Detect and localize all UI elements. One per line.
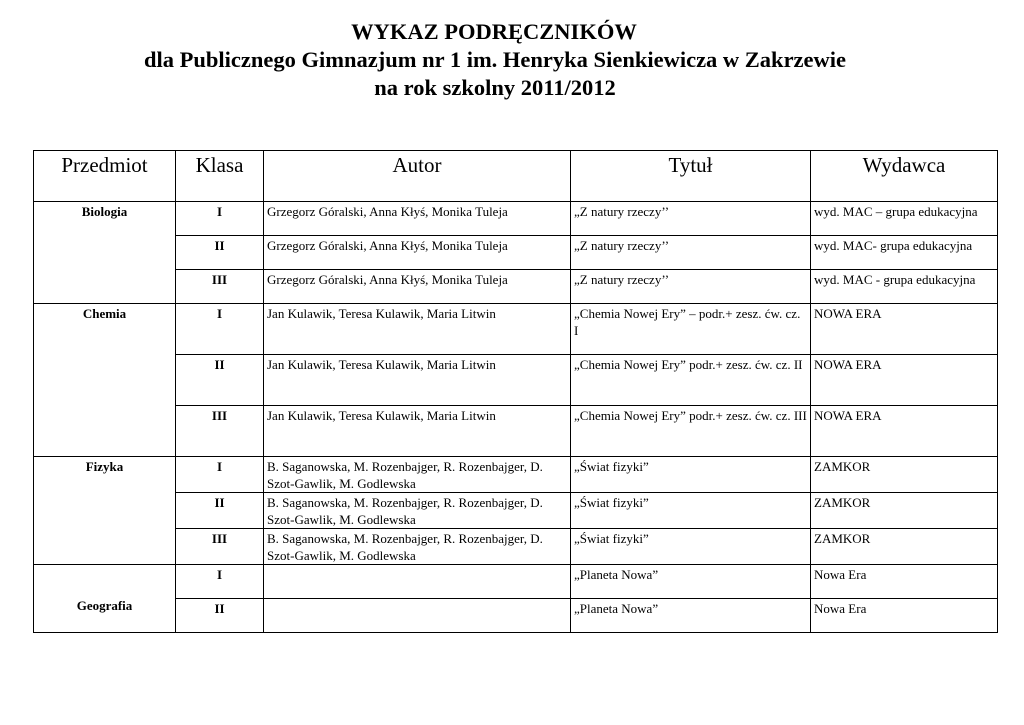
autor-cell — [264, 565, 571, 599]
klasa-cell: I — [176, 457, 264, 493]
klasa-cell: II — [176, 493, 264, 529]
textbook-table — [33, 150, 998, 633]
table-row — [34, 202, 998, 236]
school-year: na rok szkolny 2011/2012 — [374, 75, 616, 100]
document-header — [0, 18, 1024, 102]
column-header-wydawca: Wydawca — [811, 151, 998, 202]
autor-cell: Jan Kulawik, Teresa Kulawik, Maria Litwin — [264, 406, 571, 457]
tytul-cell: „Planeta Nowa” — [571, 565, 811, 599]
table-row — [34, 270, 998, 304]
table-header-row — [34, 151, 998, 202]
column-header-przedmiot: Przedmiot — [34, 151, 176, 202]
wydawca-cell: wyd. MAC- grupa edukacyjna — [811, 236, 998, 270]
table-row — [34, 236, 998, 270]
autor-cell: Grzegorz Góralski, Anna Kłyś, Monika Tuleja — [264, 236, 571, 270]
autor-cell: Grzegorz Góralski, Anna Kłyś, Monika Tuleja — [264, 270, 571, 304]
autor-cell: B. Saganowska, M. Rozenbajger, R. Rozenbajger, D. Szot-Gawlik, M. Godlewska — [264, 457, 571, 493]
autor-cell: Jan Kulawik, Teresa Kulawik, Maria Litwin — [264, 355, 571, 406]
klasa-cell: II — [176, 355, 264, 406]
tytul-cell: „Z natury rzeczy’’ — [571, 270, 811, 304]
tytul-cell: „Świat fizyki” — [571, 457, 811, 493]
tytul-cell: „Chemia Nowej Ery” podr.+ zesz. ćw. cz. III — [571, 406, 811, 457]
wydawca-cell: NOWA ERA — [811, 304, 998, 355]
wydawca-cell: Nowa Era — [811, 565, 998, 599]
table-row — [34, 457, 998, 493]
klasa-cell: I — [176, 304, 264, 355]
table-row — [34, 529, 998, 565]
klasa-cell: II — [176, 236, 264, 270]
table-row — [34, 355, 998, 406]
tytul-cell: „Z natury rzeczy’’ — [571, 202, 811, 236]
tytul-cell: „Świat fizyki” — [571, 493, 811, 529]
table-row — [34, 565, 998, 599]
wydawca-cell: ZAMKOR — [811, 457, 998, 493]
column-header-tytul: Tytuł — [571, 151, 811, 202]
autor-cell: Grzegorz Góralski, Anna Kłyś, Monika Tuleja — [264, 202, 571, 236]
subject-cell: Biologia — [34, 202, 176, 304]
tytul-cell: „Świat fizyki” — [571, 529, 811, 565]
document-title: WYKAZ PODRĘCZNIKÓW — [351, 19, 637, 44]
autor-cell: B. Saganowska, M. Rozenbajger, R. Rozenbajger, D. Szot-Gawlik, M. Godlewska — [264, 493, 571, 529]
column-header-autor: Autor — [264, 151, 571, 202]
klasa-cell: I — [176, 202, 264, 236]
wydawca-cell: NOWA ERA — [811, 406, 998, 457]
autor-cell: B. Saganowska, M. Rozenbajger, R. Rozenbajger, D. Szot-Gawlik, M. Godlewska — [264, 529, 571, 565]
subject-cell: Chemia — [34, 304, 176, 457]
wydawca-cell: ZAMKOR — [811, 529, 998, 565]
klasa-cell: III — [176, 529, 264, 565]
table-row — [34, 493, 998, 529]
klasa-cell: I — [176, 565, 264, 599]
tytul-cell: „Z natury rzeczy’’ — [571, 236, 811, 270]
table-row — [34, 406, 998, 457]
autor-cell — [264, 599, 571, 633]
klasa-cell: III — [176, 406, 264, 457]
autor-cell: Jan Kulawik, Teresa Kulawik, Maria Litwin — [264, 304, 571, 355]
wydawca-cell: wyd. MAC – grupa edukacyjna — [811, 202, 998, 236]
klasa-cell: III — [176, 270, 264, 304]
wydawca-cell: NOWA ERA — [811, 355, 998, 406]
tytul-cell: „Chemia Nowej Ery” – podr.+ zesz. ćw. cz. I — [571, 304, 811, 355]
wydawca-cell: Nowa Era — [811, 599, 998, 633]
school-name: dla Publicznego Gimnazjum nr 1 im. Henryka Sienkiewicza w Zakrzewie — [143, 47, 847, 72]
subject-cell: Geografia — [34, 565, 176, 633]
klasa-cell: II — [176, 599, 264, 633]
tytul-cell: „Planeta Nowa” — [571, 599, 811, 633]
column-header-klasa: Klasa — [176, 151, 264, 202]
table-row — [34, 304, 998, 355]
table-row — [34, 599, 998, 633]
tytul-cell: „Chemia Nowej Ery” podr.+ zesz. ćw. cz. II — [571, 355, 811, 406]
wydawca-cell: ZAMKOR — [811, 493, 998, 529]
wydawca-cell: wyd. MAC - grupa edukacyjna — [811, 270, 998, 304]
subject-cell: Fizyka — [34, 457, 176, 565]
